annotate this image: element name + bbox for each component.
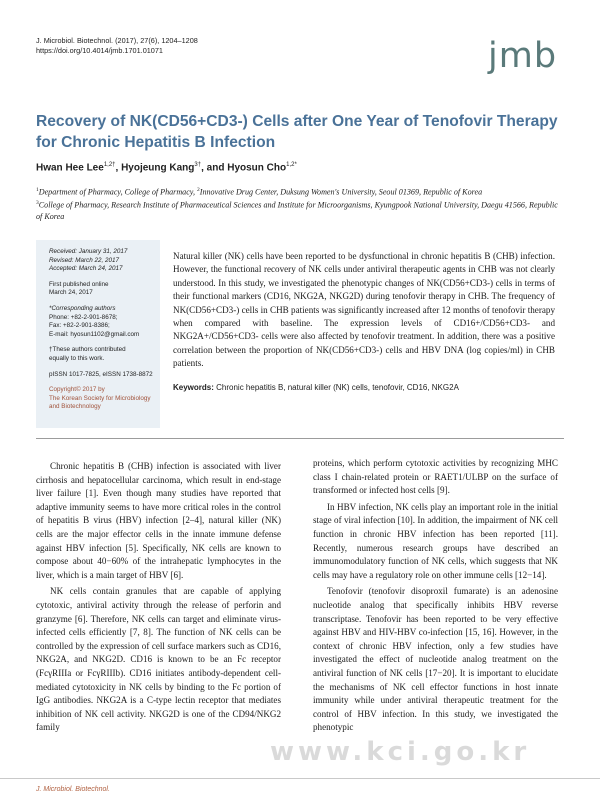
- corresponding-label: *Corresponding authors: [49, 304, 116, 312]
- doi-link[interactable]: https://doi.org/10.4014/jmb.1701.01071: [36, 46, 163, 55]
- citation-line: J. Microbiol. Biotechnol. (2017), 27(6), 1204–1208: [36, 36, 198, 45]
- body-paragraph: In HBV infection, NK cells play an important role in the initial stage of viral infection [10]. In addition, the impairment of NK cell function in chronic HBV infection has been reported [11]. Recently, numerous research groups have described an immunomodulatory function of NK cells, which suggests that NK cells may have a regulatory role on other immune cells [12−14].: [313, 501, 558, 580]
- journal-logo: jmb: [488, 36, 558, 76]
- author-separator: , and: [201, 162, 228, 174]
- keywords-list: Chronic hepatitis B, natural killer (NK) cells, tenofovir, CD16, NKG2A: [216, 383, 459, 392]
- citation-header: [36, 36, 336, 56]
- first-published-date: March 24, 2017: [49, 289, 93, 297]
- author-affiliation-mark: 1,2*: [286, 162, 297, 168]
- affiliation-mark: 3: [36, 200, 39, 206]
- body-paragraph: proteins, which perform cytotoxic activities by recognizing MHC class I chain-related protein or RAET1/ULBP on the surface of transformed or infected host cells [9].: [313, 458, 558, 496]
- abstract: Natural killer (NK) cells have been reported to be dysfunctional in chronic hepatitis B (CHB) infection. However, the functional recovery of NK cells under antiviral therapeutic agents in CHB was not clearly understood. In this study, we investigated the phenotypic changes of NK(CD56+CD3-) cells in terms of their functional markers (CD16, NKG2A, NKG2D) during tenofovir therapy in CHB. The frequency of NK(CD56+CD3-) cells in CHB patients was significantly increased after 12 months of tenofovir therapy when compared with baseline. The expression levels of CD16+/CD56+CD3- and NKG2A+/CD56+CD3- cells were also affected by tenofovir treatment. In addition, there was a positive correlation between the proportion of NK(CD56+CD3-) cells and HBV DNA (log copies/ml) in CHB patients.: [173, 251, 555, 369]
- affiliation-text: College of Pharmacy, Research Institute of Pharmaceutical Sciences and Institute for Microorganisms, Kyungpook National University, Daegu 41566, Republic of Korea: [36, 200, 558, 222]
- keywords: [173, 383, 555, 392]
- body-column-right: [313, 457, 558, 738]
- revised-date: Revised: March 22, 2017: [49, 256, 120, 264]
- article-info-sidebar: [36, 240, 160, 428]
- affiliation: [36, 198, 566, 223]
- copyright: [49, 386, 157, 412]
- journal-footer: J. Microbiol. Biotechnol.: [36, 786, 110, 793]
- keywords-label: Keywords:: [173, 383, 214, 392]
- issn: pISSN 1017-7825, eISSN 1738-8872: [49, 370, 153, 378]
- accepted-date: Accepted: March 24, 2017: [49, 265, 123, 273]
- affiliation: [36, 185, 566, 198]
- body-paragraph: NK cells contain granules that are capable of applying cytotoxic, antiviral activity through the release of perforin and granzyme [6]. Therefore, NK cells can target and eliminate virus-infected cells efficiently [7, 8]. The function of NK cells can be controlled by the expression of cell surface markers such as CD16, NKG2A, and NKG2D. CD16 is known to be an Fc receptor (FcγRIIIa or FcγRIIIb). CD16 initiates antibody-dependent cell-mediated cytotoxicity in NK cells by binding to the Fc portion of IgG antibodies. NKG2A is a C-type lectin receptor that mediates inhibition of NK cell activity. NKG2D is one of the CD94/NKG2 family: [36, 586, 281, 733]
- author-separator: ,: [115, 162, 122, 174]
- history-dates: [49, 248, 157, 274]
- first-published-label: First published online: [49, 280, 109, 288]
- watermark: www.kci.go.kr: [270, 737, 531, 767]
- equal-note-line: equally to this work.: [49, 354, 105, 362]
- email-link[interactable]: E-mail: hyosun1102@gmail.com: [49, 330, 140, 338]
- copyright-line: The Korean Society for Microbiology: [49, 394, 151, 402]
- affiliation-text: Department of Pharmacy, College of Pharmacy,: [38, 187, 198, 197]
- affiliation-mark: 1: [36, 187, 39, 193]
- equal-note-line: †These authors contributed: [49, 346, 126, 354]
- corresponding-info: [49, 305, 157, 339]
- body-column-left: [36, 460, 281, 738]
- body-paragraph: Chronic hepatitis B (CHB) infection is associated with liver cirrhosis and hepatocellular carcinoma, which result in end-stage liver failure [1]. Even though many studies have reported that adaptive immunity seems to have more critical roles in the control of hepatitis B virus (HBV) infection [2–4], natural killer (NK) cells are the major effector cells in the innate immune defense against HBV infection [5]. Specifically, NK cells are known to compose about 40−60% of the intrahepatic lymphocytes in the liver, which is a main target of HBV [6].: [36, 461, 281, 580]
- author-affiliation-mark: 1,2†: [103, 162, 116, 168]
- equal-contribution-note: [49, 346, 157, 363]
- phone: Phone: +82-2-901-8678;: [49, 313, 118, 321]
- author-name: Hwan Hee Lee: [36, 162, 104, 174]
- fax: Fax: +82-2-901-8386;: [49, 322, 110, 330]
- section-divider: [36, 438, 564, 439]
- first-published: [49, 281, 157, 298]
- author-list: [36, 162, 566, 173]
- body-paragraph: Tenofovir (tenofovir disoproxil fumarate) is an adenosine nucleotide analog that specifically inhibits HBV reverse transcriptase. Tenofovir has been reported to be very effective against HBV and HIV-HBV co-infection [15, 16]. However, in the context of chronic HBV infection, only a few studies have investigated the effect of nucleotide analog treatment on the antiviral function of NK cells [17−20]. It is important to elucidate the mechanisms of NK cell effector functions in host innate immunity while under antiviral therapeutic treatment for the control of HBV infection. In this study, we investigated the phenotypic: [313, 586, 558, 733]
- footer-divider: [0, 778, 600, 779]
- author-name: Hyosun Cho: [227, 162, 287, 174]
- received-date: Received: January 31, 2017: [49, 248, 128, 255]
- affiliation-text: Innovative Drug Center, Duksung Women's University, Seoul 01369, Republic of Korea: [199, 187, 483, 197]
- affiliation-mark: 2: [197, 187, 200, 193]
- copyright-line: Copyright© 2017 by: [49, 386, 105, 394]
- author-affiliation-mark: 3†: [194, 162, 202, 168]
- article-title: Recovery of NK(CD56+CD3-) Cells after One Year of Tenofovir Therapy for Chronic Hepatitis B Infection: [36, 113, 558, 151]
- copyright-line: and Biotechnology: [49, 403, 101, 411]
- author-name: Hyojeung Kang: [121, 162, 195, 174]
